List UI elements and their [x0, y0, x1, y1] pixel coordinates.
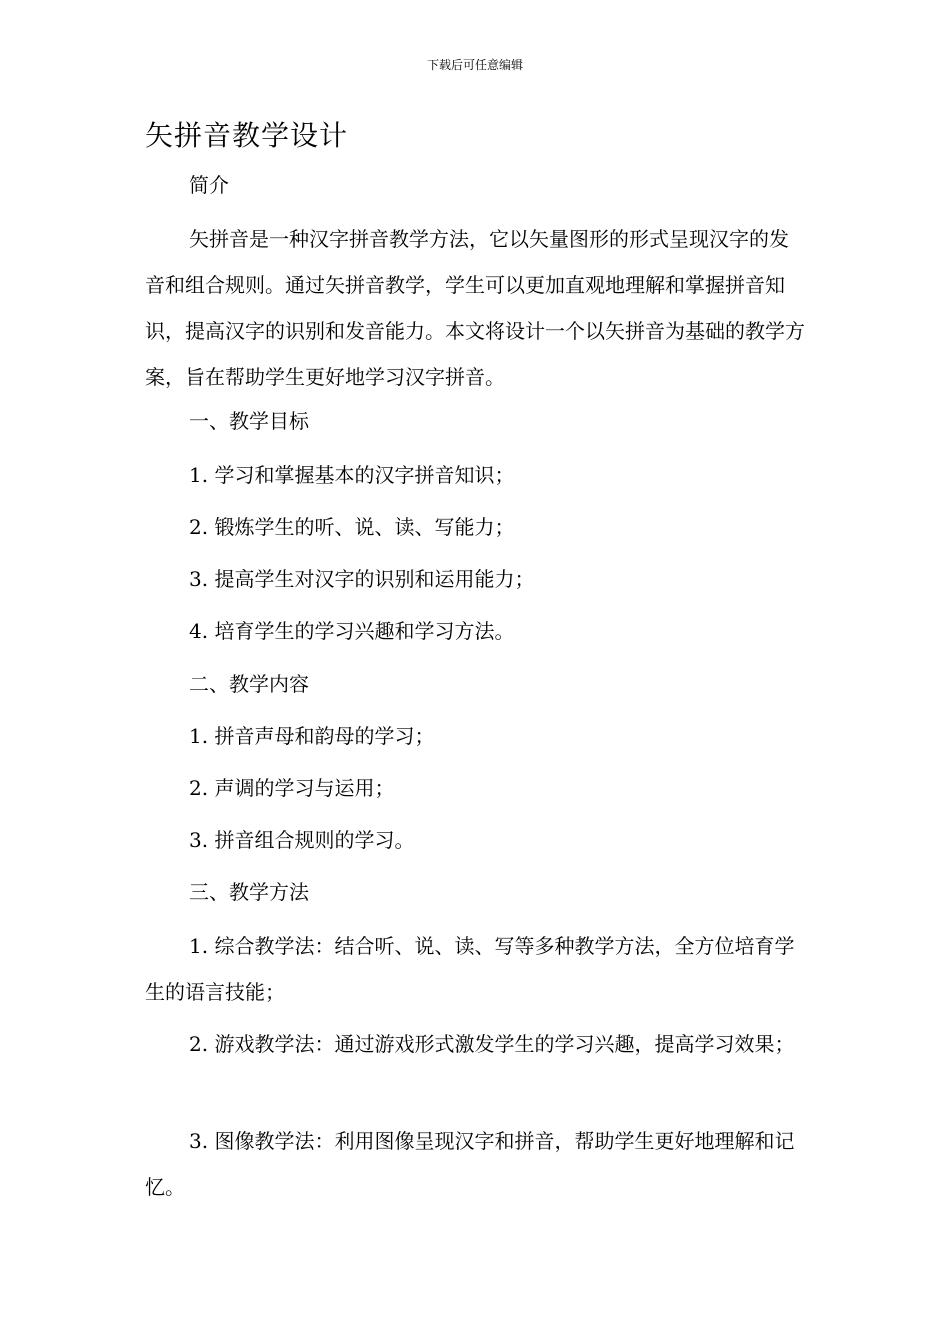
intro-paragraph: 矢拼音是一种汉字拼音教学方法，它以矢量图形的形式呈现汉字的发音和组合规则。通过矢拼音教学，学生可以更加直观地理解和掌握拼音知识，提高汉字的识别和发音能力。本文将设计一个以矢拼音为基础的教学方案，旨在帮助学生更好地学习汉字拼音。	[145, 227, 805, 389]
intro-heading: 简介	[189, 173, 229, 197]
list-item: 2. 游戏教学法：通过游戏形式激发学生的学习兴趣，提高学习效果；	[189, 1032, 795, 1056]
list-item: 1. 综合教学法：结合听、说、读、写等多种教学方法，全方位培育学生的语言技能；	[145, 934, 795, 1004]
document-title: 矢拼音教学设计	[145, 119, 349, 152]
section-heading-content: 二、教学内容	[189, 672, 309, 696]
list-item: 2. 锻炼学生的听、说、读、写能力；	[189, 515, 515, 539]
list-item: 1. 拼音声母和韵母的学习；	[189, 724, 435, 748]
list-item: 3. 拼音组合规则的学习。	[189, 828, 415, 852]
list-item: 3. 提高学生对汉字的识别和运用能力；	[189, 567, 535, 591]
section-heading-goals: 一、教学目标	[189, 409, 309, 433]
list-item: 1. 学习和掌握基本的汉字拼音知识；	[189, 463, 515, 487]
header-note: 下载后可任意编辑	[426, 58, 523, 72]
list-item: 2. 声调的学习与运用；	[189, 776, 395, 800]
list-item: 4. 培育学生的学习兴趣和学习方法。	[189, 619, 515, 643]
section-heading-methods: 三、教学方法	[189, 880, 309, 904]
list-item: 3. 图像教学法：利用图像呈现汉字和拼音，帮助学生更好地理解和记忆。	[145, 1129, 795, 1199]
